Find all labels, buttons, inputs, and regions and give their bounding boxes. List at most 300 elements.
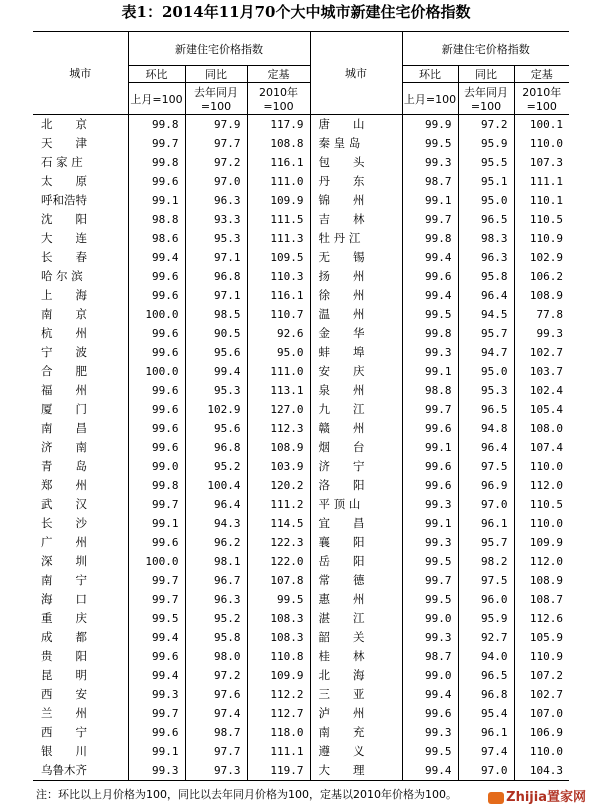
l-yoy-cell: 100.4 bbox=[185, 476, 247, 495]
r-city-cell: 宜 昌 bbox=[310, 514, 402, 533]
r-city-cell: 牡 丹 江 bbox=[310, 229, 402, 248]
l-city-cell: 石 家 庄 bbox=[41, 155, 83, 169]
l-base-cell: 111.3 bbox=[247, 229, 310, 248]
l-city-cell: 西 安 bbox=[41, 687, 87, 701]
r-yoy-cell: 95.3 bbox=[458, 381, 514, 400]
r-mom-cell: 99.5 bbox=[402, 552, 458, 571]
l-base-cell: 109.9 bbox=[247, 666, 310, 685]
right-yoy-header: 同比 bbox=[458, 66, 514, 83]
table-row bbox=[33, 419, 569, 438]
r-yoy-cell: 96.0 bbox=[458, 590, 514, 609]
table-row bbox=[33, 210, 569, 229]
r-base-cell: 108.9 bbox=[514, 571, 569, 590]
r-mom-cell: 99.0 bbox=[402, 609, 458, 628]
l-city-cell: 长 沙 bbox=[41, 516, 87, 530]
r-city-cell: 泸 州 bbox=[310, 704, 402, 723]
l-city-cell: 昆 明 bbox=[41, 668, 87, 682]
r-base-cell: 110.9 bbox=[514, 229, 569, 248]
l-yoy-cell: 96.2 bbox=[185, 533, 247, 552]
r-city-cell: 泉 州 bbox=[310, 381, 402, 400]
table-title: 表1：2014年11月70个大中城市新建住宅价格指数 bbox=[121, 3, 471, 21]
l-mom-cell: 99.7 bbox=[128, 704, 185, 723]
l-yoy-cell: 97.7 bbox=[185, 742, 247, 761]
r-city-cell: 韶 关 bbox=[310, 628, 402, 647]
l-base-cell: 112.3 bbox=[247, 419, 310, 438]
l-base-cell: 111.5 bbox=[247, 210, 310, 229]
r-base-cell: 102.7 bbox=[514, 685, 569, 704]
left-yoy-header: 同比 bbox=[185, 66, 247, 83]
l-mom-cell: 99.8 bbox=[128, 115, 185, 135]
l-city-cell: 沈 阳 bbox=[41, 212, 87, 226]
r-mom-cell: 99.7 bbox=[402, 400, 458, 419]
r-mom-cell: 99.3 bbox=[402, 495, 458, 514]
l-yoy-cell: 98.7 bbox=[185, 723, 247, 742]
l-mom-cell: 99.7 bbox=[128, 134, 185, 153]
l-base-cell: 111.2 bbox=[247, 495, 310, 514]
l-yoy-cell: 96.8 bbox=[185, 438, 247, 457]
r-mom-cell: 99.3 bbox=[402, 723, 458, 742]
r-mom-cell: 99.3 bbox=[402, 533, 458, 552]
left-mom-sub: 上月=100 bbox=[128, 83, 185, 115]
l-base-cell: 127.0 bbox=[247, 400, 310, 419]
l-yoy-cell: 90.5 bbox=[185, 324, 247, 343]
table-row bbox=[33, 723, 569, 742]
table-row bbox=[33, 761, 569, 781]
r-mom-cell: 99.0 bbox=[402, 666, 458, 685]
r-city-cell: 南 充 bbox=[310, 723, 402, 742]
l-city-cell: 太 原 bbox=[41, 174, 87, 188]
r-yoy-cell: 95.8 bbox=[458, 267, 514, 286]
l-yoy-cell: 97.4 bbox=[185, 704, 247, 723]
l-yoy-cell: 97.1 bbox=[185, 286, 247, 305]
table-row bbox=[33, 286, 569, 305]
r-mom-cell: 99.4 bbox=[402, 248, 458, 267]
r-yoy-cell: 95.0 bbox=[458, 191, 514, 210]
table-row bbox=[33, 590, 569, 609]
r-base-cell: 108.7 bbox=[514, 590, 569, 609]
r-base-cell: 110.9 bbox=[514, 647, 569, 666]
l-base-cell: 110.3 bbox=[247, 267, 310, 286]
r-mom-cell: 99.3 bbox=[402, 343, 458, 362]
l-mom-cell: 99.4 bbox=[128, 248, 185, 267]
r-city-cell: 烟 台 bbox=[310, 438, 402, 457]
l-city-cell: 银 川 bbox=[41, 744, 87, 758]
r-yoy-cell: 98.2 bbox=[458, 552, 514, 571]
r-mom-cell: 99.1 bbox=[402, 438, 458, 457]
l-base-cell: 119.7 bbox=[247, 761, 310, 781]
r-city-cell: 锦 州 bbox=[310, 191, 402, 210]
r-city-cell: 吉 林 bbox=[310, 210, 402, 229]
l-base-cell: 114.5 bbox=[247, 514, 310, 533]
l-city-cell: 呼和浩特 bbox=[41, 193, 87, 207]
l-city-cell: 成 都 bbox=[41, 630, 87, 644]
r-base-cell: 106.9 bbox=[514, 723, 569, 742]
l-yoy-cell: 96.4 bbox=[185, 495, 247, 514]
l-base-cell: 111.0 bbox=[247, 172, 310, 191]
r-yoy-cell: 96.1 bbox=[458, 514, 514, 533]
l-base-cell: 111.0 bbox=[247, 362, 310, 381]
r-city-cell: 北 海 bbox=[310, 666, 402, 685]
table-row bbox=[33, 552, 569, 571]
r-base-cell: 105.9 bbox=[514, 628, 569, 647]
table-row bbox=[33, 400, 569, 419]
r-mom-cell: 99.7 bbox=[402, 571, 458, 590]
watermark-text: Zhijia置家网 bbox=[506, 790, 586, 805]
l-yoy-cell: 97.0 bbox=[185, 172, 247, 191]
l-mom-cell: 99.1 bbox=[128, 514, 185, 533]
l-yoy-cell: 96.3 bbox=[185, 191, 247, 210]
table-row bbox=[33, 495, 569, 514]
right-base-header: 定基 bbox=[514, 66, 569, 83]
l-city-cell: 福 州 bbox=[41, 383, 87, 397]
r-mom-cell: 99.4 bbox=[402, 685, 458, 704]
r-mom-cell: 99.6 bbox=[402, 267, 458, 286]
r-base-cell: 112.6 bbox=[514, 609, 569, 628]
l-mom-cell: 100.0 bbox=[128, 552, 185, 571]
r-yoy-cell: 96.9 bbox=[458, 476, 514, 495]
r-mom-cell: 99.1 bbox=[402, 514, 458, 533]
r-base-cell: 105.4 bbox=[514, 400, 569, 419]
l-city-cell: 兰 州 bbox=[41, 706, 87, 720]
r-yoy-cell: 95.9 bbox=[458, 134, 514, 153]
l-city-cell: 南 京 bbox=[41, 307, 87, 321]
r-yoy-cell: 96.5 bbox=[458, 400, 514, 419]
r-yoy-cell: 97.4 bbox=[458, 742, 514, 761]
l-city-cell: 厦 门 bbox=[41, 402, 87, 416]
r-city-cell: 遵 义 bbox=[310, 742, 402, 761]
l-yoy-cell: 95.2 bbox=[185, 609, 247, 628]
l-mom-cell: 99.6 bbox=[128, 438, 185, 457]
r-yoy-cell: 96.4 bbox=[458, 438, 514, 457]
table-row bbox=[33, 533, 569, 552]
l-mom-cell: 99.7 bbox=[128, 495, 185, 514]
l-base-cell: 109.5 bbox=[247, 248, 310, 267]
table-row bbox=[33, 742, 569, 761]
r-city-cell: 安 庆 bbox=[310, 362, 402, 381]
l-base-cell: 111.1 bbox=[247, 742, 310, 761]
r-base-cell: 107.3 bbox=[514, 153, 569, 172]
l-base-cell: 109.9 bbox=[247, 191, 310, 210]
l-yoy-cell: 96.8 bbox=[185, 267, 247, 286]
table-row bbox=[33, 267, 569, 286]
table-row bbox=[33, 324, 569, 343]
l-yoy-cell: 97.2 bbox=[185, 666, 247, 685]
l-base-cell: 110.8 bbox=[247, 647, 310, 666]
l-city-cell: 武 汉 bbox=[41, 497, 87, 511]
r-yoy-cell: 96.1 bbox=[458, 723, 514, 742]
r-yoy-cell: 94.8 bbox=[458, 419, 514, 438]
r-base-cell: 109.9 bbox=[514, 533, 569, 552]
l-city-cell: 济 南 bbox=[41, 440, 87, 454]
r-city-cell: 岳 阳 bbox=[310, 552, 402, 571]
r-base-cell: 110.0 bbox=[514, 134, 569, 153]
l-mom-cell: 99.1 bbox=[128, 742, 185, 761]
l-base-cell: 107.8 bbox=[247, 571, 310, 590]
r-city-cell: 惠 州 bbox=[310, 590, 402, 609]
r-city-cell: 包 头 bbox=[310, 153, 402, 172]
r-city-cell: 常 德 bbox=[310, 571, 402, 590]
l-yoy-cell: 98.5 bbox=[185, 305, 247, 324]
r-city-cell: 秦 皇 岛 bbox=[310, 134, 402, 153]
r-base-cell: 111.1 bbox=[514, 172, 569, 191]
footnote: 注：环比以上月价格为100，同比以去年同月价格为100，定基以2010年价格为100。 bbox=[36, 788, 457, 801]
l-city-cell: 贵 阳 bbox=[41, 649, 87, 663]
r-mom-cell: 99.4 bbox=[402, 286, 458, 305]
house-logo-icon bbox=[488, 792, 504, 804]
watermark-logo bbox=[488, 786, 586, 805]
l-base-cell: 112.2 bbox=[247, 685, 310, 704]
table-row bbox=[33, 666, 569, 685]
right-base-sub: 2010年=100 bbox=[514, 83, 569, 115]
l-yoy-cell: 93.3 bbox=[185, 210, 247, 229]
l-base-cell: 103.9 bbox=[247, 457, 310, 476]
l-city-cell: 杭 州 bbox=[41, 326, 87, 340]
l-city-cell: 宁 波 bbox=[41, 345, 87, 359]
l-city-cell: 西 宁 bbox=[41, 725, 87, 739]
right-group-header: 新建住宅价格指数 bbox=[402, 32, 569, 66]
r-base-cell: 110.5 bbox=[514, 210, 569, 229]
l-mom-cell: 99.4 bbox=[128, 628, 185, 647]
r-yoy-cell: 95.9 bbox=[458, 609, 514, 628]
l-base-cell: 110.7 bbox=[247, 305, 310, 324]
right-city-header: 城市 bbox=[310, 32, 402, 115]
table-row bbox=[33, 647, 569, 666]
r-city-cell: 赣 州 bbox=[310, 419, 402, 438]
l-yoy-cell: 97.9 bbox=[185, 115, 247, 135]
r-base-cell: 99.3 bbox=[514, 324, 569, 343]
r-city-cell: 襄 阳 bbox=[310, 533, 402, 552]
price-index-table bbox=[33, 31, 569, 781]
r-city-cell: 蚌 埠 bbox=[310, 343, 402, 362]
r-city-cell: 济 宁 bbox=[310, 457, 402, 476]
r-mom-cell: 99.6 bbox=[402, 457, 458, 476]
table-row bbox=[33, 457, 569, 476]
r-mom-cell: 99.8 bbox=[402, 229, 458, 248]
r-mom-cell: 99.8 bbox=[402, 324, 458, 343]
r-yoy-cell: 97.5 bbox=[458, 457, 514, 476]
l-city-cell: 海 口 bbox=[41, 592, 87, 606]
r-yoy-cell: 95.7 bbox=[458, 324, 514, 343]
r-base-cell: 106.2 bbox=[514, 267, 569, 286]
l-yoy-cell: 95.8 bbox=[185, 628, 247, 647]
r-yoy-cell: 97.0 bbox=[458, 495, 514, 514]
r-base-cell: 110.0 bbox=[514, 514, 569, 533]
l-city-cell: 深 圳 bbox=[41, 554, 87, 568]
l-yoy-cell: 95.3 bbox=[185, 381, 247, 400]
l-city-cell: 郑 州 bbox=[41, 478, 87, 492]
l-mom-cell: 99.4 bbox=[128, 666, 185, 685]
l-city-cell: 长 春 bbox=[41, 250, 87, 264]
r-yoy-cell: 95.7 bbox=[458, 533, 514, 552]
l-base-cell: 116.1 bbox=[247, 286, 310, 305]
l-base-cell: 116.1 bbox=[247, 153, 310, 172]
table-row bbox=[33, 229, 569, 248]
right-mom-sub: 上月=100 bbox=[402, 83, 458, 115]
r-city-cell: 湛 江 bbox=[310, 609, 402, 628]
l-mom-cell: 99.8 bbox=[128, 153, 185, 172]
r-base-cell: 107.4 bbox=[514, 438, 569, 457]
l-base-cell: 108.3 bbox=[247, 628, 310, 647]
left-yoy-sub: 去年同月=100 bbox=[185, 83, 247, 115]
l-mom-cell: 99.3 bbox=[128, 685, 185, 704]
table-row bbox=[33, 571, 569, 590]
r-city-cell: 金 华 bbox=[310, 324, 402, 343]
r-mom-cell: 99.6 bbox=[402, 419, 458, 438]
r-mom-cell: 99.4 bbox=[402, 761, 458, 781]
l-yoy-cell: 102.9 bbox=[185, 400, 247, 419]
l-yoy-cell: 95.6 bbox=[185, 343, 247, 362]
table-row bbox=[33, 476, 569, 495]
left-base-header: 定基 bbox=[247, 66, 310, 83]
l-city-cell: 天 津 bbox=[41, 136, 87, 150]
l-mom-cell: 99.6 bbox=[128, 400, 185, 419]
l-city-cell: 乌鲁木齐 bbox=[41, 763, 87, 777]
r-mom-cell: 99.6 bbox=[402, 476, 458, 495]
r-base-cell: 104.3 bbox=[514, 761, 569, 781]
right-mom-header: 环比 bbox=[402, 66, 458, 83]
r-yoy-cell: 94.5 bbox=[458, 305, 514, 324]
l-yoy-cell: 95.3 bbox=[185, 229, 247, 248]
l-city-cell: 南 昌 bbox=[41, 421, 87, 435]
r-mom-cell: 99.5 bbox=[402, 742, 458, 761]
r-base-cell: 100.1 bbox=[514, 115, 569, 135]
r-city-cell: 桂 林 bbox=[310, 647, 402, 666]
r-yoy-cell: 95.4 bbox=[458, 704, 514, 723]
l-mom-cell: 99.6 bbox=[128, 343, 185, 362]
r-yoy-cell: 92.7 bbox=[458, 628, 514, 647]
l-city-cell: 南 宁 bbox=[41, 573, 87, 587]
l-yoy-cell: 97.6 bbox=[185, 685, 247, 704]
r-base-cell: 107.0 bbox=[514, 704, 569, 723]
l-mom-cell: 99.7 bbox=[128, 571, 185, 590]
l-mom-cell: 99.6 bbox=[128, 324, 185, 343]
l-yoy-cell: 97.3 bbox=[185, 761, 247, 781]
l-mom-cell: 99.6 bbox=[128, 647, 185, 666]
l-base-cell: 117.9 bbox=[247, 115, 310, 135]
table-row bbox=[33, 609, 569, 628]
r-yoy-cell: 96.5 bbox=[458, 666, 514, 685]
table-row bbox=[33, 628, 569, 647]
r-yoy-cell: 97.2 bbox=[458, 115, 514, 135]
l-mom-cell: 99.6 bbox=[128, 381, 185, 400]
l-city-cell: 广 州 bbox=[41, 535, 87, 549]
r-city-cell: 扬 州 bbox=[310, 267, 402, 286]
table-row bbox=[33, 685, 569, 704]
r-mom-cell: 99.6 bbox=[402, 704, 458, 723]
r-city-cell: 丹 东 bbox=[310, 172, 402, 191]
l-city-cell: 上 海 bbox=[41, 288, 87, 302]
r-mom-cell: 99.3 bbox=[402, 628, 458, 647]
table-row bbox=[33, 381, 569, 400]
r-base-cell: 102.4 bbox=[514, 381, 569, 400]
table-row bbox=[33, 153, 569, 172]
l-mom-cell: 99.5 bbox=[128, 609, 185, 628]
l-city-cell: 青 岛 bbox=[41, 459, 87, 473]
l-mom-cell: 99.3 bbox=[128, 761, 185, 781]
l-yoy-cell: 95.2 bbox=[185, 457, 247, 476]
left-base-sub: 2010年=100 bbox=[247, 83, 310, 115]
l-city-cell: 北 京 bbox=[41, 117, 87, 131]
l-mom-cell: 99.6 bbox=[128, 419, 185, 438]
table-row bbox=[33, 134, 569, 153]
r-yoy-cell: 96.3 bbox=[458, 248, 514, 267]
r-base-cell: 77.8 bbox=[514, 305, 569, 324]
table-row bbox=[33, 172, 569, 191]
l-mom-cell: 99.6 bbox=[128, 286, 185, 305]
l-yoy-cell: 94.3 bbox=[185, 514, 247, 533]
r-yoy-cell: 98.3 bbox=[458, 229, 514, 248]
l-base-cell: 122.3 bbox=[247, 533, 310, 552]
l-mom-cell: 99.7 bbox=[128, 590, 185, 609]
r-city-cell: 大 理 bbox=[310, 761, 402, 781]
r-mom-cell: 98.7 bbox=[402, 172, 458, 191]
r-base-cell: 102.7 bbox=[514, 343, 569, 362]
r-city-cell: 平 顶 山 bbox=[310, 495, 402, 514]
r-base-cell: 110.1 bbox=[514, 191, 569, 210]
l-yoy-cell: 97.1 bbox=[185, 248, 247, 267]
l-mom-cell: 100.0 bbox=[128, 305, 185, 324]
l-mom-cell: 99.8 bbox=[128, 476, 185, 495]
l-mom-cell: 99.6 bbox=[128, 533, 185, 552]
r-mom-cell: 99.1 bbox=[402, 362, 458, 381]
table-row bbox=[33, 704, 569, 723]
l-yoy-cell: 98.1 bbox=[185, 552, 247, 571]
l-base-cell: 120.2 bbox=[247, 476, 310, 495]
l-yoy-cell: 99.4 bbox=[185, 362, 247, 381]
l-city-cell: 大 连 bbox=[41, 231, 87, 245]
r-base-cell: 102.9 bbox=[514, 248, 569, 267]
r-yoy-cell: 95.1 bbox=[458, 172, 514, 191]
r-yoy-cell: 96.8 bbox=[458, 685, 514, 704]
r-yoy-cell: 94.7 bbox=[458, 343, 514, 362]
r-yoy-cell: 95.0 bbox=[458, 362, 514, 381]
l-mom-cell: 99.0 bbox=[128, 457, 185, 476]
l-mom-cell: 99.6 bbox=[128, 267, 185, 286]
r-base-cell: 112.0 bbox=[514, 552, 569, 571]
r-city-cell: 无 锡 bbox=[310, 248, 402, 267]
l-base-cell: 118.0 bbox=[247, 723, 310, 742]
r-mom-cell: 99.7 bbox=[402, 210, 458, 229]
l-yoy-cell: 96.7 bbox=[185, 571, 247, 590]
r-mom-cell: 99.5 bbox=[402, 590, 458, 609]
r-base-cell: 108.0 bbox=[514, 419, 569, 438]
l-base-cell: 99.5 bbox=[247, 590, 310, 609]
r-city-cell: 温 州 bbox=[310, 305, 402, 324]
r-base-cell: 107.2 bbox=[514, 666, 569, 685]
r-mom-cell: 99.9 bbox=[402, 115, 458, 135]
table-row bbox=[33, 343, 569, 362]
left-city-header: 城市 bbox=[33, 32, 128, 115]
table-row bbox=[33, 115, 569, 135]
r-yoy-cell: 96.5 bbox=[458, 210, 514, 229]
r-base-cell: 103.7 bbox=[514, 362, 569, 381]
table-row bbox=[33, 191, 569, 210]
l-base-cell: 95.0 bbox=[247, 343, 310, 362]
r-yoy-cell: 96.4 bbox=[458, 286, 514, 305]
left-group-header: 新建住宅价格指数 bbox=[128, 32, 310, 66]
left-mom-header: 环比 bbox=[128, 66, 185, 83]
r-yoy-cell: 94.0 bbox=[458, 647, 514, 666]
l-yoy-cell: 96.3 bbox=[185, 590, 247, 609]
table-row bbox=[33, 438, 569, 457]
l-yoy-cell: 97.7 bbox=[185, 134, 247, 153]
l-base-cell: 108.8 bbox=[247, 134, 310, 153]
r-mom-cell: 99.5 bbox=[402, 134, 458, 153]
r-yoy-cell: 95.5 bbox=[458, 153, 514, 172]
l-mom-cell: 98.6 bbox=[128, 229, 185, 248]
table-row bbox=[33, 305, 569, 324]
r-yoy-cell: 97.5 bbox=[458, 571, 514, 590]
